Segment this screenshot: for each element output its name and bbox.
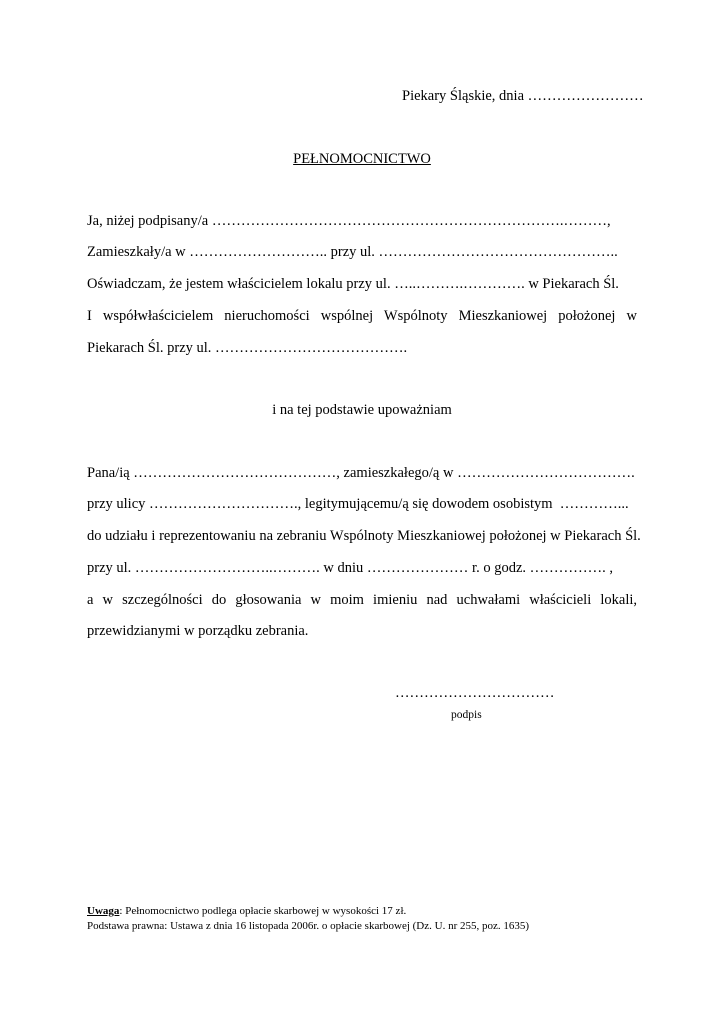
attorney-name-line: Pana/ią ……………………………………, zamieszkałego/ą w ……………………………….: [87, 465, 635, 481]
grantor-street-line: Piekarach Śl. przy ul. ………………………………….: [87, 340, 408, 356]
grantor-coownership-line: I współwłaścicielem nieruchomości wspólnej Wspólnoty Mieszkaniowej położonej w: [87, 308, 637, 324]
document-title: PEŁNOMOCNICTWO: [293, 151, 431, 167]
grantor-name-line: Ja, niżej podpisany/a ……………………………………………………………….………,: [87, 213, 611, 229]
legal-basis-note: Podstawa prawna: Ustawa z dnia 16 listopada 2006r. o opłacie skarbowej (Dz. U. nr 255, poz. 1635): [87, 920, 530, 932]
attorney-id-line: przy ulicy …………………………., legitymującemu/ą się dowodem osobistym …………...: [87, 496, 629, 512]
place-date-line: Piekary Śląskie, dnia ……………………: [402, 88, 644, 104]
voting-rights-line: a w szczególności do głosowania w moim imieniu nad uchwałami właścicieli lokali,: [87, 592, 637, 608]
fee-note: [87, 904, 406, 918]
signature-label: podpis: [451, 709, 482, 721]
grantor-address-line: Zamieszkały/a w ……………………….. przy ul. …………………………………………..: [87, 244, 618, 260]
meeting-details-line: przy ul. ………………………..………. w dniu ………………… r. o godz. ……………. ,: [87, 560, 614, 576]
attorney-scope-line: do udziału i reprezentowaniu na zebraniu Wspólnoty Mieszkaniowej położonej w Piekarach Śl.: [87, 528, 641, 544]
grantor-ownership-line: Oświadczam, że jestem właścicielem lokalu przy ul. …..……….…………. w Piekarach Śl.: [87, 276, 619, 292]
agenda-line: przewidzianymi w porządku zebrania.: [87, 623, 309, 639]
signature-dots: ……………………………: [395, 685, 555, 701]
authorization-line: i na tej podstawie upoważniam: [272, 402, 452, 418]
note-text: : Pełnomocnictwo podlega opłacie skarbowej w wysokości 17 zł.: [119, 905, 407, 917]
note-label: Uwaga: [87, 905, 120, 917]
